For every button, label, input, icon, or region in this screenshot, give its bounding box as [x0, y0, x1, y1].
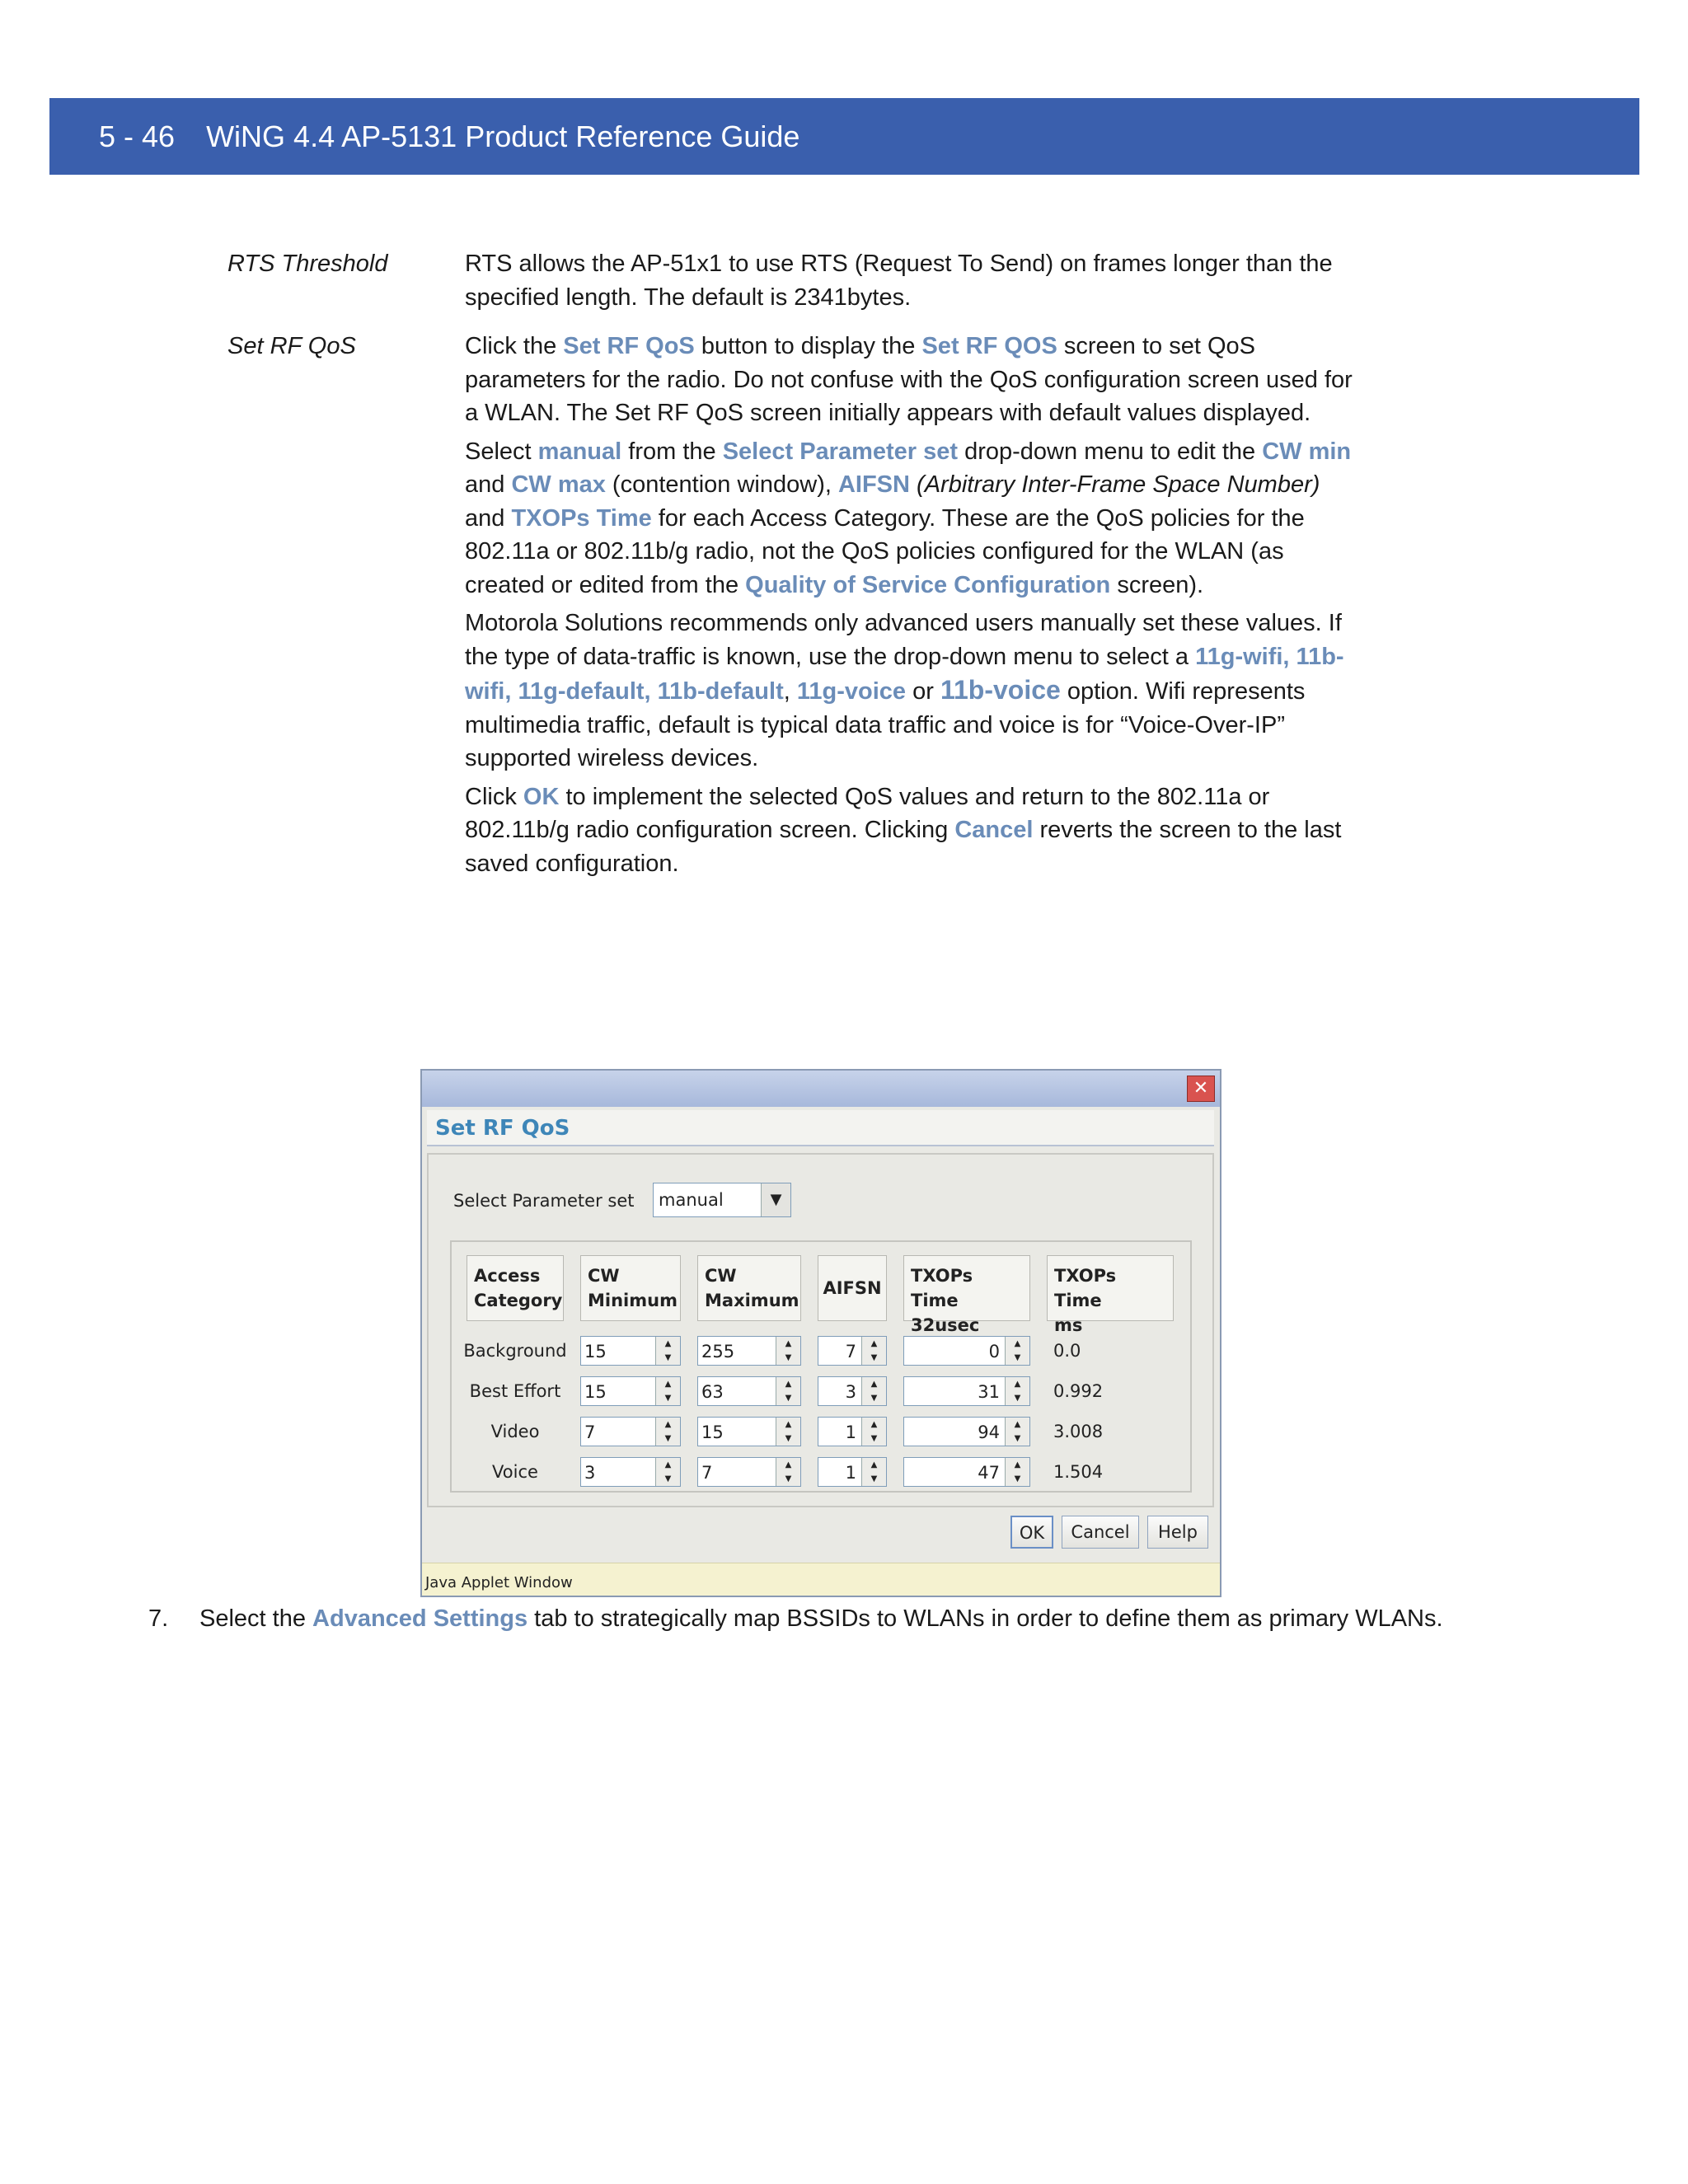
spinner-arrows-icon: ▲ ▼: [655, 1337, 680, 1365]
spinner-arrows-icon: ▲ ▼: [1005, 1337, 1029, 1365]
advanced-settings-link: Advanced Settings: [312, 1605, 528, 1632]
row-label-video: Video: [490, 1422, 540, 1441]
set-rf-qos-link: Set RF QoS: [563, 333, 695, 359]
dialog-body: [427, 1153, 1214, 1507]
cw-min-spinner[interactable]: 15 ▲ ▼: [580, 1336, 681, 1366]
ok-button[interactable]: OK: [1010, 1516, 1053, 1549]
header-access-category: Access Category: [467, 1255, 564, 1321]
header-cw-minimum: CW Minimum: [580, 1255, 681, 1321]
cw-min-spinner[interactable]: 7 ▲ ▼: [580, 1417, 681, 1446]
cw-max-spinner[interactable]: 255 ▲ ▼: [697, 1336, 801, 1366]
aifsn-spinner[interactable]: 7 ▲ ▼: [818, 1336, 887, 1366]
txop-spinner[interactable]: 94 ▲ ▼: [903, 1417, 1030, 1446]
help-button[interactable]: Help: [1147, 1516, 1208, 1549]
chevron-down-icon[interactable]: ▼: [761, 1183, 790, 1216]
rts-threshold-term: RTS Threshold: [227, 251, 388, 277]
cw-max-spinner[interactable]: 63 ▲ ▼: [697, 1376, 801, 1406]
set-rf-qos-desc: [465, 330, 1363, 885]
select-parameter-set-label: Select Parameter set: [453, 1191, 635, 1211]
spinner-arrows-icon: ▲ ▼: [776, 1337, 800, 1365]
txop-ms-value: 0.992: [1053, 1381, 1104, 1401]
header-txops-32usec: TXOPs Time 32usec: [903, 1255, 1030, 1321]
spinner-arrows-icon: ▲ ▼: [861, 1377, 886, 1405]
select-parameter-set-value: manual: [659, 1190, 724, 1210]
page-header: [49, 98, 1639, 175]
cancel-button[interactable]: Cancel: [1062, 1516, 1139, 1549]
txop-spinner[interactable]: 47 ▲ ▼: [903, 1457, 1030, 1487]
cw-min-spinner[interactable]: 3 ▲ ▼: [580, 1457, 681, 1487]
cw-max-spinner[interactable]: 15 ▲ ▼: [697, 1417, 801, 1446]
set-rf-qos-para-1: Click the Set RF QoS button to display the Set RF QOS screen to set QoS parameters for the radio. Do not confuse with the QoS configuration screen used for a WLAN. The Set RF QoS screen initially appears with default values displayed.: [465, 333, 1353, 426]
txop-ms-value: 1.504: [1053, 1462, 1104, 1482]
txop-ms-value: 3.008: [1053, 1422, 1104, 1441]
spinner-arrows-icon: ▲ ▼: [861, 1337, 886, 1365]
page-number: 5 - 46: [99, 119, 176, 153]
header-txops-ms: TXOPs Time ms: [1047, 1255, 1174, 1321]
dialog-heading: Set RF QoS: [427, 1110, 1214, 1146]
txop-ms-value: 0.0: [1053, 1341, 1081, 1361]
document-title: WiNG 4.4 AP-5131 Product Reference Guide: [206, 119, 800, 153]
java-applet-window-bar: Java Applet Window: [422, 1563, 1220, 1596]
set-rf-qos-para-4: Click OK to implement the selected QoS values and return to the 802.11a or 802.11b/g radio configuration screen. Clicking Cancel reverts the screen to the last saved configuration.: [465, 783, 1342, 877]
spinner-arrows-icon: ▲ ▼: [776, 1458, 800, 1486]
row-label-best-effort: Best Effort: [469, 1381, 561, 1401]
spinner-arrows-icon: ▲ ▼: [776, 1377, 800, 1405]
txop-spinner[interactable]: 31 ▲ ▼: [903, 1376, 1030, 1406]
spinner-arrows-icon: ▲ ▼: [1005, 1377, 1029, 1405]
rts-threshold-desc: RTS allows the AP-51x1 to use RTS (Request To Send) on frames longer than the specified length. The default is 2341bytes.: [465, 251, 1333, 311]
spinner-arrows-icon: ▲ ▼: [861, 1458, 886, 1486]
cw-max-spinner[interactable]: 7 ▲ ▼: [697, 1457, 801, 1487]
row-label-background: Background: [463, 1341, 567, 1361]
cw-min-spinner[interactable]: 15 ▲ ▼: [580, 1376, 681, 1406]
close-icon[interactable]: ✕: [1187, 1076, 1215, 1102]
set-rf-qos-term: Set RF QoS: [227, 333, 356, 359]
txop-spinner[interactable]: 0 ▲ ▼: [903, 1336, 1030, 1366]
aifsn-spinner[interactable]: 1 ▲ ▼: [818, 1417, 887, 1446]
header-cw-maximum: CW Maximum: [697, 1255, 801, 1321]
dialog-titlebar: [422, 1071, 1220, 1107]
spinner-arrows-icon: ▲ ▼: [655, 1458, 680, 1486]
set-rf-qos-para-3: Motorola Solutions recommends only advanced users manually set these values. If the type of data-traffic is known, use the drop-down menu to select a 11g-wifi, 11b-wifi, 11g-default, 11b-default, 11g-voice or 11b-voice option. Wifi represents multimedia traffic, default is typical data traffic and voice is for “Voice-Over-IP” supported wireless devices.: [465, 610, 1344, 771]
header-aifsn: AIFSN: [818, 1255, 887, 1321]
set-rf-qos-para-2: Select manual from the Select Parameter set drop-down menu to edit the CW min and CW max (contention window), AIFSN (Arbitrary Inter-Frame Space Number) and TXOPs Time for each Access Category. These are the QoS policies for the 802.11a or 802.11b/g radio, not the QoS policies configured for the WLAN (as created or edited from the Quality of Service Configuration screen).: [465, 438, 1352, 598]
spinner-arrows-icon: ▲ ▼: [655, 1418, 680, 1446]
qos-grid: [450, 1240, 1192, 1493]
spinner-arrows-icon: ▲ ▼: [1005, 1418, 1029, 1446]
aifsn-spinner[interactable]: 1 ▲ ▼: [818, 1457, 887, 1487]
select-parameter-set-dropdown[interactable]: [653, 1183, 791, 1217]
row-label-voice: Voice: [492, 1462, 538, 1482]
spinner-arrows-icon: ▲ ▼: [655, 1377, 680, 1405]
step-7: 7. Select the Advanced Settings tab to strategically map BSSIDs to WLANs in order to define them as primary WLANs.: [148, 1602, 1443, 1635]
aifsn-spinner[interactable]: 3 ▲ ▼: [818, 1376, 887, 1406]
spinner-arrows-icon: ▲ ▼: [776, 1418, 800, 1446]
spinner-arrows-icon: ▲ ▼: [861, 1418, 886, 1446]
set-rf-qos-dialog: [420, 1069, 1221, 1597]
spinner-arrows-icon: ▲ ▼: [1005, 1458, 1029, 1486]
step-number: 7.: [148, 1605, 169, 1632]
